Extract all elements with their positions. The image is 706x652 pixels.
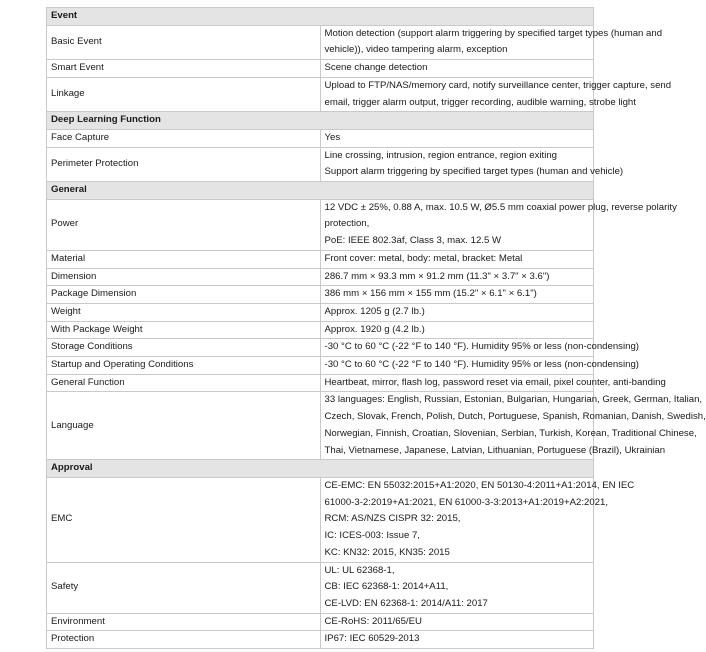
row-label: Material: [47, 250, 321, 268]
row-value: [320, 392, 706, 460]
table-row: [47, 303, 594, 321]
row-value: [320, 477, 635, 562]
value-line: email, trigger alarm output, trigger recording, audible warning, strobe light: [324, 96, 636, 108]
table-row: [47, 392, 594, 460]
row-label: Protection: [47, 631, 321, 649]
row-label: Environment: [47, 613, 321, 631]
row-value: [320, 147, 624, 181]
table-row: [47, 477, 594, 562]
value-line: Line crossing, intrusion, region entrance, region exiting: [324, 149, 558, 161]
value-line: IP67: IEC 60529-2013: [324, 633, 420, 645]
table-row: [47, 631, 594, 649]
row-value: [320, 631, 594, 649]
table-row: [47, 250, 594, 268]
value-line: Czech, Slovak, French, Polish, Dutch, Portuguese, Spanish, Romanian, Danish, Swedish,: [324, 411, 706, 423]
spec-table: [46, 7, 706, 649]
row-value: [320, 268, 594, 286]
table-row: [47, 268, 594, 286]
table-row: [47, 339, 594, 357]
section-title: Deep Learning Function: [47, 112, 594, 130]
row-value: [320, 357, 639, 375]
value-line: vehicle)), video tampering alarm, exception: [324, 44, 508, 56]
value-line: -30 °C to 60 °C (-22 °F to 140 °F). Humidity 95% or less (non-condensing): [324, 359, 639, 371]
table-row: [47, 562, 594, 613]
table-row: [47, 77, 594, 111]
row-label: Power: [47, 199, 321, 250]
value-line: CB: IEC 62368-1: 2014+A11,: [324, 581, 449, 593]
row-value: [320, 339, 639, 357]
table-row: [47, 613, 594, 631]
value-line: UL: UL 62368-1,: [324, 564, 395, 576]
value-line: Upload to FTP/NAS/memory card, notify surveillance center, trigger capture, send: [324, 79, 672, 91]
value-line: 286.7 mm × 93.3 mm × 91.2 mm (11.3" × 3.7" × 3.6"): [324, 270, 550, 282]
value-line: 61000-3-2:2019+A1:2021, EN 61000-3-3:2013+A1:2019+A2:2021,: [324, 496, 609, 508]
row-label: With Package Weight: [47, 321, 321, 339]
row-label: EMC: [47, 477, 321, 562]
value-line: Scene change detection: [324, 62, 428, 74]
row-value: [320, 25, 663, 59]
row-value: [320, 129, 594, 147]
value-line: KC: KN32: 2015, KN35: 2015: [324, 546, 450, 558]
table-row: [47, 60, 594, 78]
table-row: [47, 286, 594, 304]
value-line: protection,: [324, 218, 370, 230]
section-title: General: [47, 182, 594, 200]
table-row: [47, 25, 594, 59]
row-label: Package Dimension: [47, 286, 321, 304]
row-label: General Function: [47, 374, 321, 392]
row-label: Smart Event: [47, 60, 321, 78]
value-line: -30 °C to 60 °C (-22 °F to 140 °F). Humidity 95% or less (non-condensing): [324, 341, 639, 353]
value-line: Approx. 1205 g (2.7 lb.): [324, 305, 425, 317]
value-line: Approx. 1920 g (4.2 lb.): [324, 323, 425, 335]
value-line: Motion detection (support alarm triggering by specified target types (human and: [324, 27, 663, 39]
table-row: [47, 129, 594, 147]
row-value: [320, 321, 594, 339]
row-label: Perimeter Protection: [47, 147, 321, 181]
row-value: [320, 374, 666, 392]
value-line: 12 VDC ± 25%, 0.88 A, max. 10.5 W, Ø5.5 mm coaxial power plug, reverse polarity: [324, 201, 677, 213]
spec-sheet: [46, 7, 706, 649]
row-value: [320, 613, 594, 631]
row-value: [320, 250, 594, 268]
table-row: [47, 357, 594, 375]
section-header: [47, 112, 594, 130]
table-row: [47, 199, 594, 250]
table-row: [47, 321, 594, 339]
value-line: IC: ICES-003: Issue 7,: [324, 530, 420, 542]
table-row: [47, 147, 594, 181]
row-label: Language: [47, 392, 321, 460]
section-header: [47, 460, 594, 478]
value-line: Yes: [324, 131, 341, 143]
row-label: Dimension: [47, 268, 321, 286]
value-line: Support alarm triggering by specified target types (human and vehicle): [324, 166, 624, 178]
value-line: CE-EMC: EN 55032:2015+A1:2020, EN 50130-4:2011+A1:2014, EN IEC: [324, 479, 635, 491]
value-line: PoE: IEEE 802.3af, Class 3, max. 12.5 W: [324, 235, 502, 247]
value-line: 386 mm × 156 mm × 155 mm (15.2" × 6.1" × 6.1"): [324, 288, 537, 300]
row-label: Startup and Operating Conditions: [47, 357, 321, 375]
section-header: [47, 8, 594, 26]
row-value: [320, 562, 594, 613]
value-line: 33 languages: English, Russian, Estonian, Bulgarian, Hungarian, Greek, German, Italian,: [324, 394, 703, 406]
value-line: CE-RoHS: 2011/65/EU: [324, 615, 422, 627]
value-line: RCM: AS/NZS CISPR 32: 2015,: [324, 513, 461, 525]
row-value: [320, 77, 672, 111]
row-label: Safety: [47, 562, 321, 613]
table-row: [47, 374, 594, 392]
row-label: Basic Event: [47, 25, 321, 59]
value-line: Heartbeat, mirror, flash log, password reset via email, pixel counter, anti-banding: [324, 376, 666, 388]
row-label: Face Capture: [47, 129, 321, 147]
row-label: Weight: [47, 303, 321, 321]
section-title: Event: [47, 8, 594, 26]
value-line: Thai, Vietnamese, Japanese, Latvian, Lithuanian, Portuguese (Brazil), Ukrainian: [324, 444, 666, 456]
value-line: CE-LVD: EN 62368-1: 2014/A11: 2017: [324, 597, 488, 609]
section-header: [47, 182, 594, 200]
row-label: Linkage: [47, 77, 321, 111]
row-value: [320, 286, 594, 304]
row-value: [320, 60, 594, 78]
value-line: Norwegian, Finnish, Croatian, Slovenian, Serbian, Turkish, Korean, Traditional Chinese,: [324, 427, 697, 439]
row-label: Storage Conditions: [47, 339, 321, 357]
section-title: Approval: [47, 460, 594, 478]
row-value: [320, 303, 594, 321]
value-line: Front cover: metal, body: metal, bracket: Metal: [324, 252, 523, 264]
row-value: [320, 199, 677, 250]
